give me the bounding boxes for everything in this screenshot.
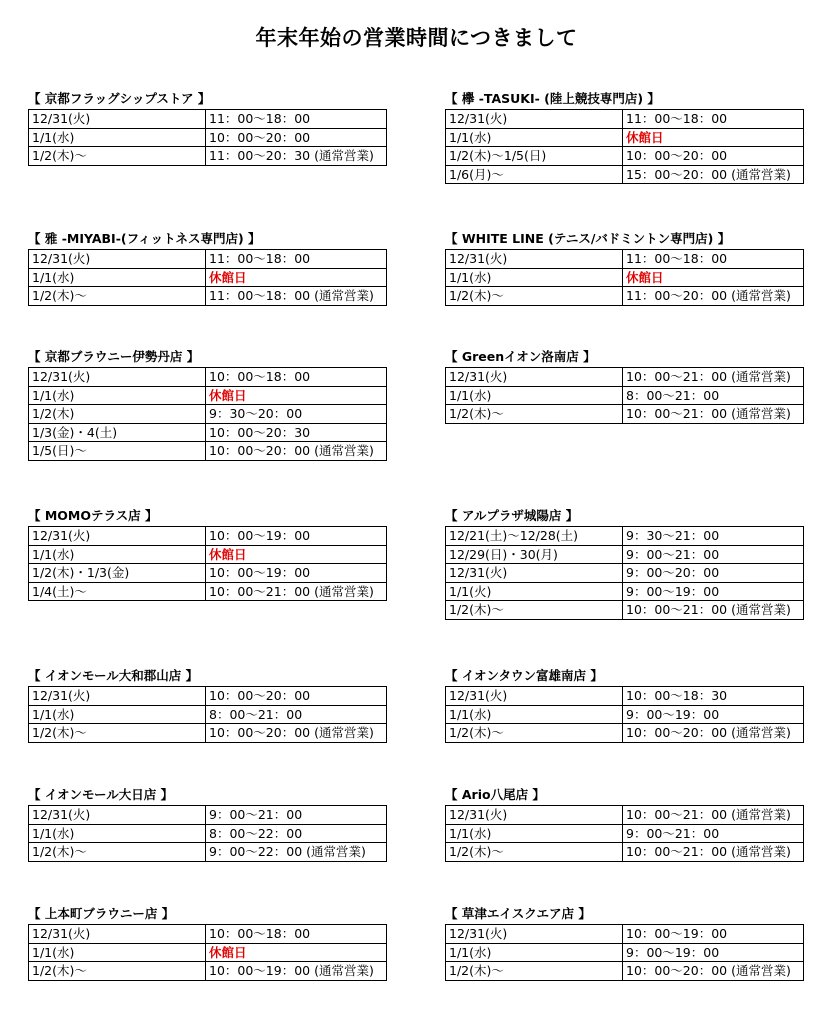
date-cell: 12/31(火) [29,110,206,129]
closed-cell: 休館日 [623,268,804,287]
date-cell: 12/31(火) [446,110,623,129]
store-miyabi [28,230,387,306]
date-cell: 1/1(水) [29,128,206,147]
hours-table [445,109,804,184]
store-name: 【 イオンモール大和郡山店 】 [28,668,199,683]
table-row [29,386,387,405]
hours-cell: 8：00〜21：00 [623,386,804,405]
table-row [446,386,804,405]
hours-cell: 10：00〜21：00 (通常営業) [623,806,804,825]
table-row [29,824,387,843]
hours-cell: 10：00〜19：00 [206,564,387,583]
date-cell: 1/1(水) [446,824,623,843]
table-row [29,687,387,706]
table-row [446,165,804,184]
store-white-line [445,230,804,306]
date-cell: 12/31(火) [446,687,623,706]
table-row [446,268,804,287]
date-cell: 1/4(土)〜 [29,582,206,601]
store-name: 【 WHITE LINE (テニス/バドミントン専門店) 】 [445,231,731,246]
hours-cell: 10：00〜21：00 (通常営業) [623,843,804,862]
store-kyoto-brownie-isetan [28,348,387,461]
date-cell: 1/1(水) [446,268,623,287]
date-cell: 1/1(水) [29,386,206,405]
store-alplaza-joyo [445,507,804,620]
date-cell: 1/2(木)〜 [29,962,206,981]
closed-cell: 休館日 [206,386,387,405]
date-cell: 1/2(木)〜 [446,724,623,743]
table-row [29,925,387,944]
date-cell: 12/21(土)〜12/28(土) [446,527,623,546]
date-cell: 1/2(木)〜 [29,287,206,306]
date-cell: 12/31(火) [446,368,623,387]
table-row [29,582,387,601]
table-row [446,527,804,546]
date-cell: 1/1(水) [29,268,206,287]
table-row [446,687,804,706]
date-cell: 12/31(火) [29,368,206,387]
table-row [29,287,387,306]
hours-cell: 11：00〜20：30 (通常営業) [206,147,387,166]
date-cell: 1/3(金)・4(土) [29,423,206,442]
date-cell: 1/2(木)・1/3(金) [29,564,206,583]
date-cell: 1/5(日)〜 [29,442,206,461]
hours-cell: 10：00〜20：00 [206,128,387,147]
date-cell: 12/31(火) [29,250,206,269]
date-cell: 1/2(木)〜 [446,843,623,862]
date-cell: 12/31(火) [29,806,206,825]
hours-table [445,686,804,743]
table-row [29,843,387,862]
hours-cell: 9：00〜21：00 [623,824,804,843]
store-aeonmall-dainichi [28,786,387,862]
hours-cell: 10：00〜18：00 [206,925,387,944]
date-cell: 1/2(木)〜 [446,601,623,620]
date-cell: 1/2(木)〜1/5(日) [446,147,623,166]
hours-cell: 10：00〜21：00 (通常営業) [623,368,804,387]
hours-table [445,805,804,862]
hours-cell: 10：00〜20：00 [206,687,387,706]
table-row [29,962,387,981]
date-cell: 1/2(木)〜 [29,724,206,743]
store-name: 【 Greenイオン洛南店 】 [445,349,596,364]
hours-cell: 9：00〜21：00 [206,806,387,825]
date-cell: 1/1(水) [29,705,206,724]
store-name: 【 雅 -MIYABI-(フィットネス専門店) 】 [28,231,261,246]
date-cell: 1/1(火) [446,582,623,601]
table-row [446,705,804,724]
store-tasuki [445,90,804,184]
hours-cell: 8：00〜22：00 [206,824,387,843]
table-row [29,128,387,147]
date-cell: 1/6(月)〜 [446,165,623,184]
hours-cell: 10：00〜21：00 (通常営業) [623,405,804,424]
hours-cell: 10：00〜20：30 [206,423,387,442]
store-green-aeon-rakunan [445,348,804,424]
store-momo-terrace [28,507,387,601]
closed-cell: 休館日 [206,268,387,287]
hours-table [445,367,804,424]
closed-cell: 休館日 [206,943,387,962]
hours-table [28,686,387,743]
date-cell: 1/1(水) [446,705,623,724]
table-row [29,527,387,546]
table-row [29,564,387,583]
store-name: 【 草津エイスクエア店 】 [445,906,591,921]
hours-cell: 10：00〜21：00 (通常営業) [623,601,804,620]
hours-cell: 11：00〜18：00 [623,250,804,269]
closed-cell: 休館日 [623,128,804,147]
date-cell: 12/31(火) [29,925,206,944]
date-cell: 1/1(水) [446,128,623,147]
table-row [29,110,387,129]
date-cell: 1/2(木)〜 [446,962,623,981]
table-row [446,724,804,743]
table-row [29,368,387,387]
hours-cell: 10：00〜20：00 (通常営業) [623,724,804,743]
hours-cell: 11：00〜18：00 (通常営業) [206,287,387,306]
hours-cell: 10：00〜20：00 (通常営業) [206,442,387,461]
table-row [446,962,804,981]
table-row [446,943,804,962]
table-row [446,110,804,129]
table-row [29,943,387,962]
table-row [446,564,804,583]
hours-cell: 9：30〜20：00 [206,405,387,424]
store-name: 【 アルプラザ城陽店 】 [445,508,579,523]
date-cell: 12/31(火) [446,564,623,583]
hours-table [28,924,387,981]
store-name: 【 京都フラッグシップストア 】 [28,91,211,106]
hours-cell: 10：00〜21：00 (通常営業) [206,582,387,601]
store-name: 【 京都ブラウニー伊勢丹店 】 [28,349,200,364]
hours-cell: 10：00〜19：00 [623,925,804,944]
table-row [446,545,804,564]
hours-table [445,249,804,306]
hours-cell: 11：00〜20：00 (通常営業) [623,287,804,306]
table-row [29,705,387,724]
table-row [29,724,387,743]
date-cell: 1/1(水) [446,386,623,405]
store-aeonmall-yamatokoriyama [28,667,387,743]
date-cell: 1/2(木)〜 [29,843,206,862]
table-row [446,824,804,843]
hours-table [445,924,804,981]
hours-table [28,109,387,166]
store-name: 【 イオンモール大日店 】 [28,787,174,802]
hours-cell: 9：00〜19：00 [623,943,804,962]
table-row [29,405,387,424]
date-cell: 1/2(木)〜 [29,147,206,166]
date-cell: 12/29(日)・30(月) [446,545,623,564]
table-row [29,268,387,287]
table-row [29,442,387,461]
date-cell: 12/31(火) [29,687,206,706]
store-name: 【 上本町ブラウニー店 】 [28,906,175,921]
hours-cell: 9：00〜19：00 [623,582,804,601]
date-cell: 12/31(火) [446,250,623,269]
hours-cell: 11：00〜18：00 [206,110,387,129]
hours-cell: 9：00〜20：00 [623,564,804,583]
store-ario-yao [445,786,804,862]
table-row [29,806,387,825]
hours-cell: 10：00〜18：30 [623,687,804,706]
store-uehonmachi-brownie [28,905,387,981]
table-row [446,250,804,269]
date-cell: 1/1(水) [29,545,206,564]
hours-table [28,367,387,461]
hours-cell: 9：30〜21：00 [623,527,804,546]
date-cell: 1/1(水) [29,943,206,962]
table-row [446,843,804,862]
table-row [446,147,804,166]
hours-table [445,526,804,620]
table-row [29,147,387,166]
hours-cell: 11：00〜18：00 [206,250,387,269]
table-row [29,250,387,269]
date-cell: 12/31(火) [29,527,206,546]
date-cell: 1/1(水) [29,824,206,843]
hours-cell: 9：00〜21：00 [623,545,804,564]
table-row [446,925,804,944]
hours-cell: 10：00〜19：00 [206,527,387,546]
store-name: 【 イオンタウン富雄南店 】 [445,668,603,683]
store-kusatsu-a-square [445,905,804,981]
hours-cell: 8：00〜21：00 [206,705,387,724]
hours-cell: 9：00〜19：00 [623,705,804,724]
store-name: 【 MOMOテラス店 】 [28,508,158,523]
table-row [29,423,387,442]
store-name: 【 Ario八尾店 】 [445,787,545,802]
table-row [446,287,804,306]
table-row [446,806,804,825]
closed-cell: 休館日 [206,545,387,564]
table-row [446,405,804,424]
date-cell: 1/1(水) [446,943,623,962]
hours-table [28,805,387,862]
table-row [29,545,387,564]
page-title: 年末年始の営業時間につきまして [255,26,578,50]
date-cell: 12/31(火) [446,925,623,944]
hours-cell: 10：00〜20：00 [623,147,804,166]
hours-cell: 11：00〜18：00 [623,110,804,129]
store-name: 【 欅 -TASUKI- (陸上競技専門店) 】 [445,91,660,106]
hours-cell: 10：00〜20：00 (通常営業) [623,962,804,981]
hours-cell: 9：00〜22：00 (通常営業) [206,843,387,862]
table-row [446,368,804,387]
store-aeontown-tomiominami [445,667,804,743]
hours-cell: 10：00〜20：00 (通常営業) [206,724,387,743]
hours-table [28,526,387,601]
hours-table [28,249,387,306]
table-row [446,601,804,620]
hours-cell: 10：00〜18：00 [206,368,387,387]
date-cell: 1/2(木)〜 [446,287,623,306]
hours-cell: 15：00〜20：00 (通常営業) [623,165,804,184]
date-cell: 12/31(火) [446,806,623,825]
table-row [446,582,804,601]
date-cell: 1/2(木)〜 [446,405,623,424]
store-kyoto-flagship [28,90,387,166]
hours-cell: 10：00〜19：00 (通常営業) [206,962,387,981]
table-row [446,128,804,147]
date-cell: 1/2(木) [29,405,206,424]
